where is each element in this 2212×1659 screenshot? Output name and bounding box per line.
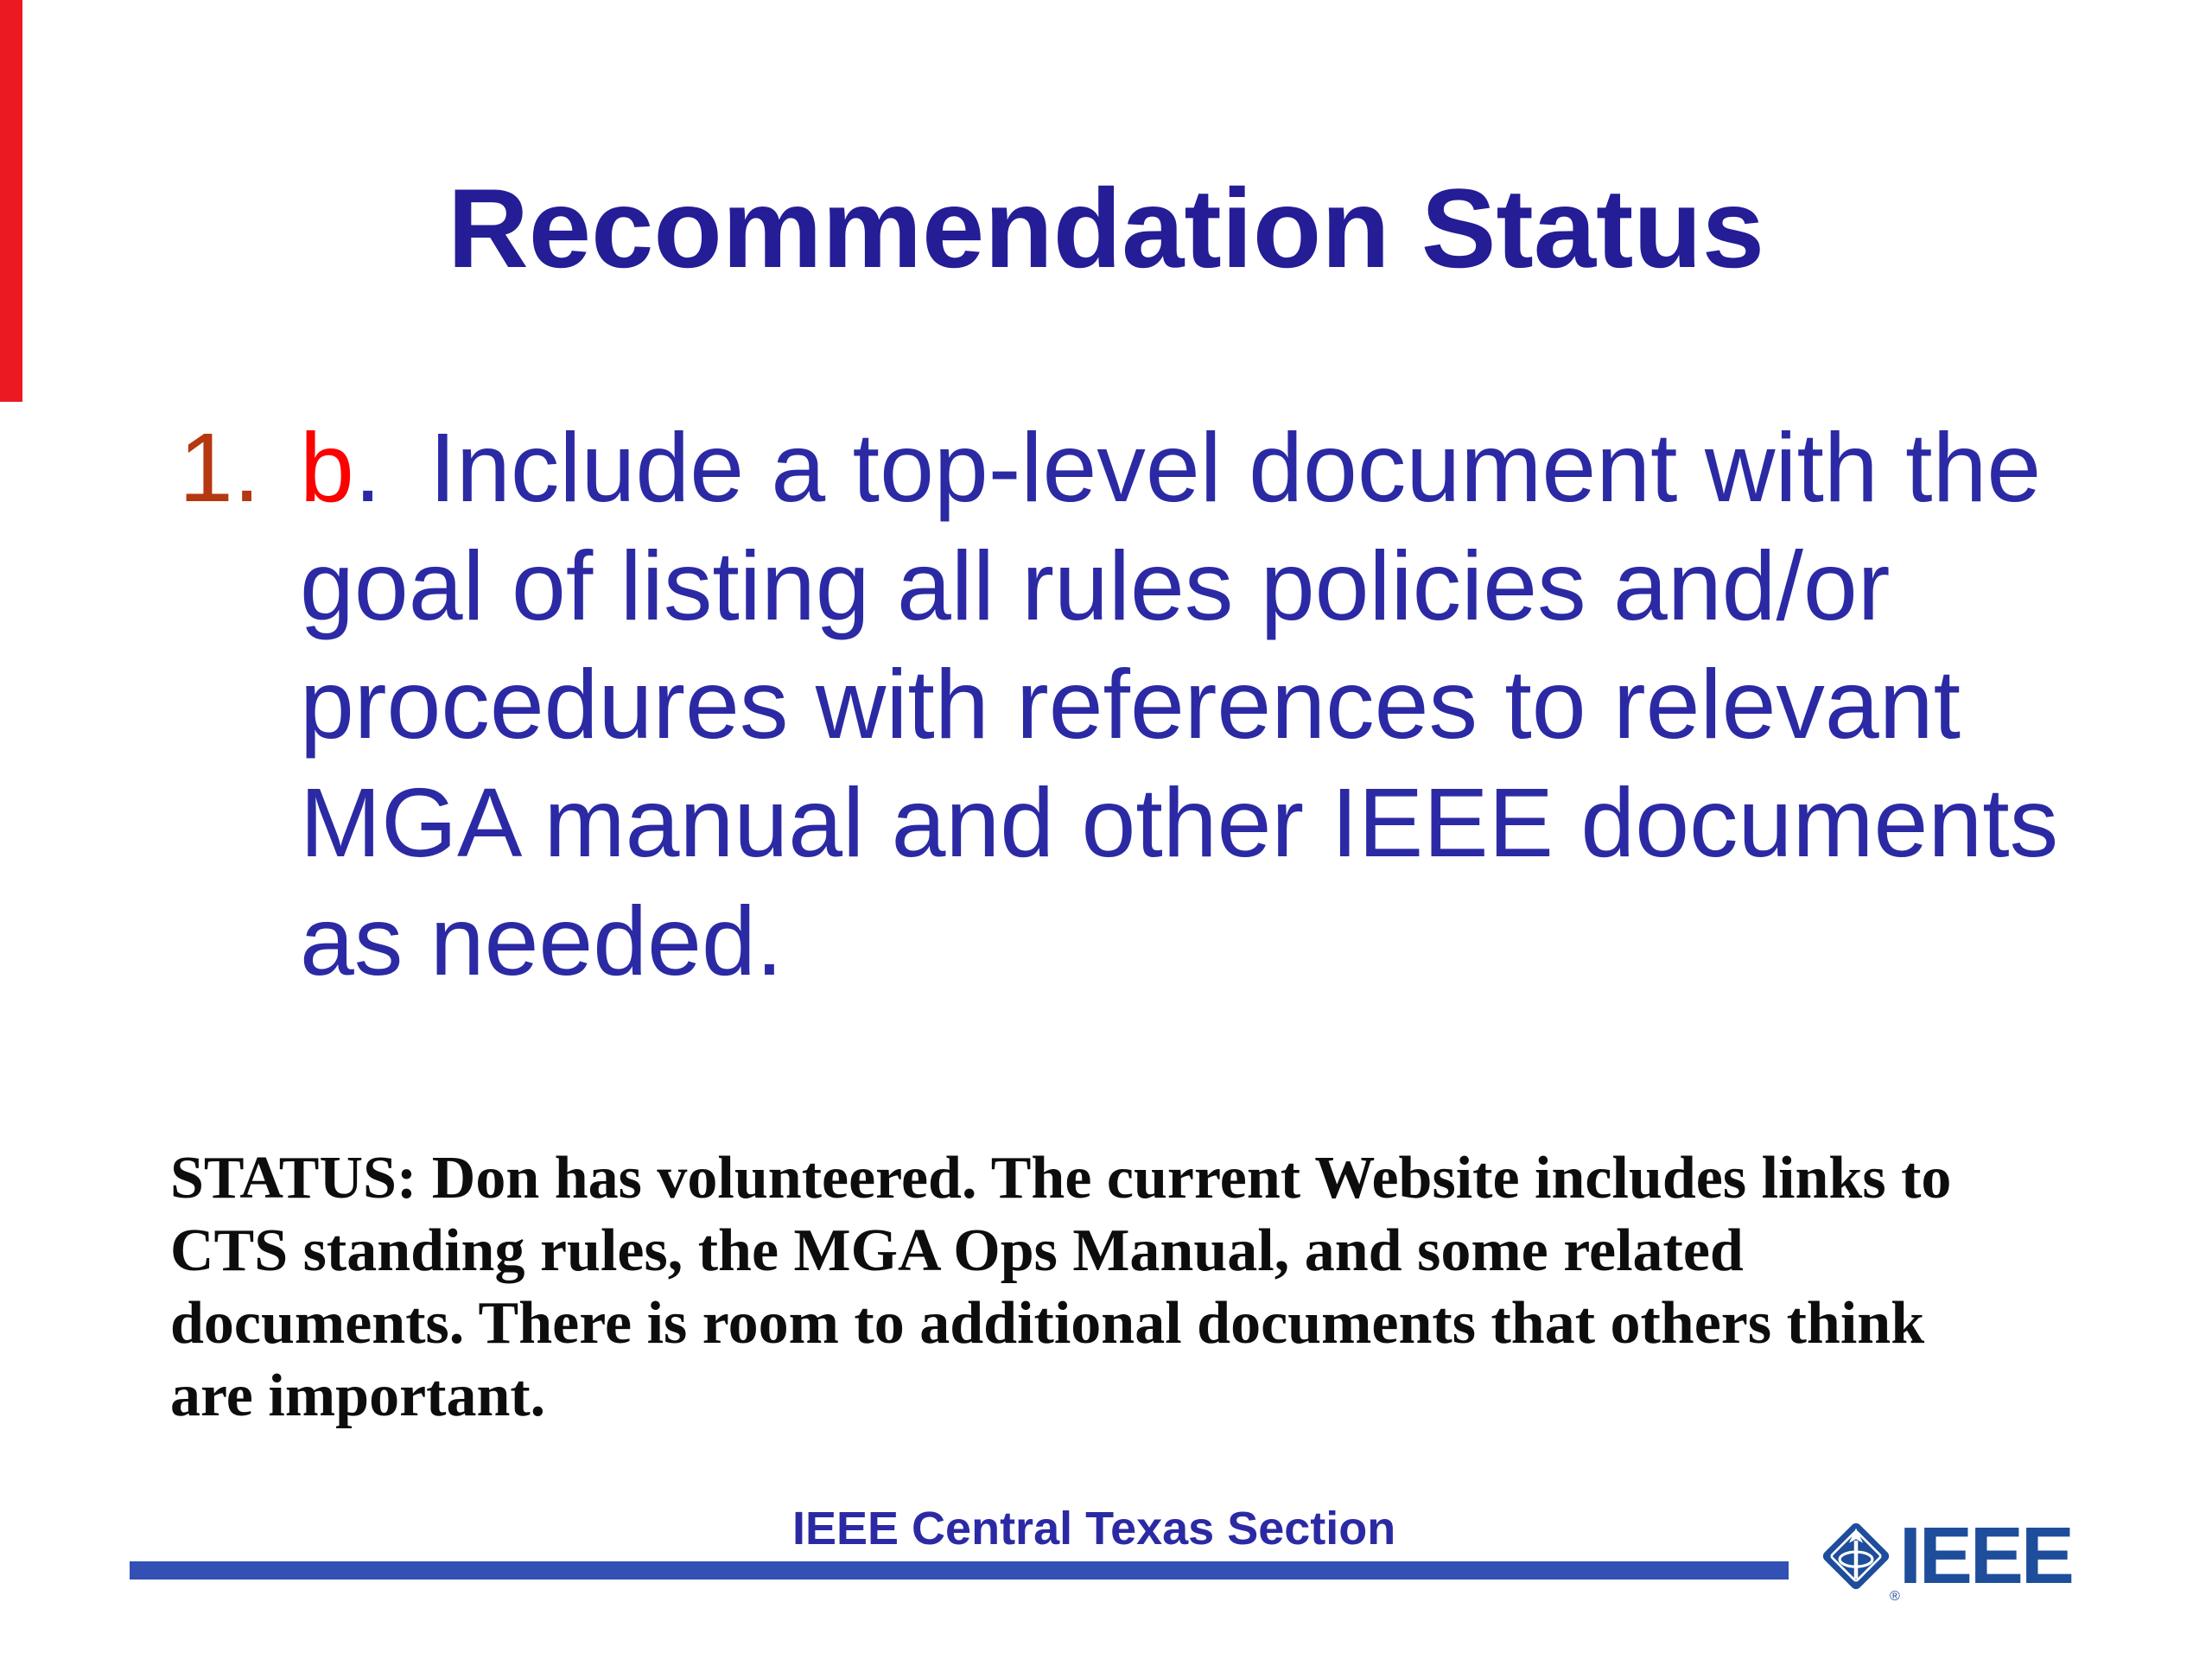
bullet-line-text: Include a top-level document with the	[429, 413, 2042, 522]
bullet-text-line: procedures with references to relevant	[300, 650, 1961, 759]
bullet-text-line: as needed.	[300, 887, 784, 995]
bullet-text-line: goal of listing all rules policies and/or	[300, 531, 1891, 640]
bullet-letter: b	[300, 413, 354, 522]
bullet-text-line: MGA manual and other IEEE documents	[300, 768, 2059, 877]
slide-title: Recommendation Status	[447, 165, 1765, 291]
status-paragraph	[170, 1142, 1951, 1433]
ieee-diamond-icon	[1817, 1517, 1895, 1595]
footer-divider-bar	[130, 1561, 1789, 1580]
bullet-text-line	[300, 409, 2058, 527]
status-line: are important.	[170, 1363, 546, 1429]
footer-section-title: IEEE Central Texas Section	[792, 1503, 1396, 1554]
registered-mark-icon: ®	[1890, 1589, 1900, 1604]
bullet-list	[179, 409, 2058, 1001]
ieee-logo-text: IEEE	[1899, 1510, 2072, 1600]
bullet-content	[300, 409, 2058, 1001]
bullet-separator: .	[353, 413, 409, 522]
ieee-logo	[1817, 1510, 2085, 1612]
status-line: STATUS: Don has volunteered. The current Website includes links to	[170, 1145, 1952, 1211]
bullet-number: 1.	[179, 413, 261, 522]
status-line: documents. There is room to additional documents that others think	[170, 1290, 1925, 1357]
status-line: CTS standing rules, the MGA Ops Manual, and some related	[170, 1217, 1744, 1284]
